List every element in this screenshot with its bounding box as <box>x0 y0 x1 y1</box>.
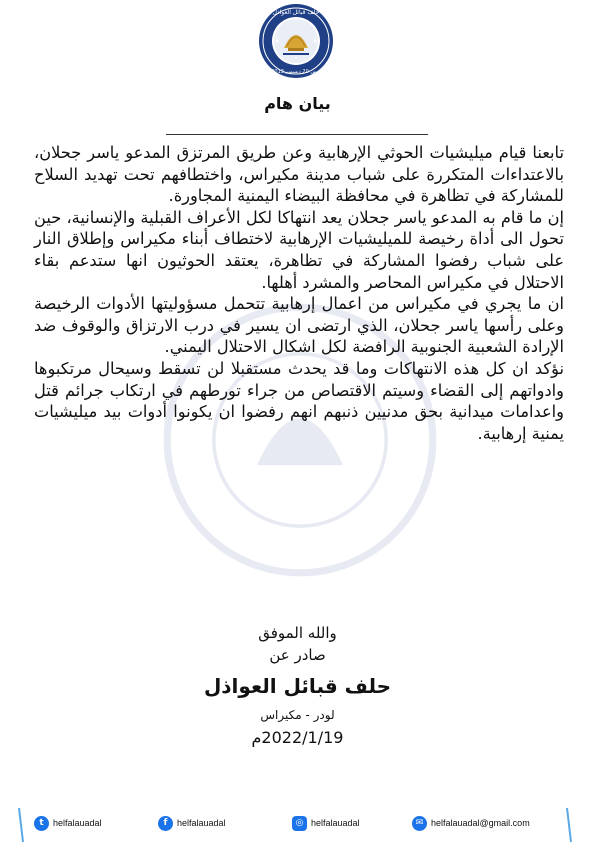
document-title: بيان هام <box>264 94 331 113</box>
statement-body <box>34 142 564 444</box>
instagram-handle-text: helfalauadal <box>311 818 360 828</box>
facebook-handle[interactable] <box>158 812 226 834</box>
email-icon: ✉ <box>412 816 427 831</box>
twitter-handle-text: helfalauadal <box>53 818 102 828</box>
footer <box>0 808 595 838</box>
logo-arc-text: حلف قبائل العواذل <box>272 9 320 16</box>
twitter-handle[interactable] <box>34 812 102 834</box>
right-slash-decoration <box>566 808 572 842</box>
paragraph: إن ما قام به المدعو ياسر جحلان يعد انتهاكا لكل الأعراف القبلية والإنسانية، حين تحول الى أداة رخيصة للميليشيات الإرهابية لاختطاف أبناء مكيراس وإطلاق النار على شباب رفضوا المشاركة في تظاهرة، يعتقد الحوثيون انها ستدعم بقاء الاحتلال في مكيراس المحاصر والمشرد أهلها. <box>34 207 564 292</box>
instagram-icon: ◎ <box>292 816 307 831</box>
closing-block <box>0 622 595 750</box>
paragraph: نؤكد ان كل هذه الانتهاكات وما قد يحدث مستقبلا لن تسقط وسيحال مرتكبوها وادواتهم إلى القضاء وسيتم الاقتصاص من جراء تورطهم في ارتكاب جرائم قتل واعدامات ميدانية بحق مدنيين ذنبهم انهم رفضوا ان يكونوا أدوات بيد ميليشيات يمنية إرهابية. <box>34 358 564 443</box>
logo-date-text: تأسس 20 ديسمبر 2013م <box>268 69 324 75</box>
issued-by-label: صادر عن <box>269 646 326 664</box>
paragraph: تابعنا قيام ميليشيات الحوثي الإرهابية وعن طريق المرتزق المدعو ياسر جحلان، بالاعتداءات المتكررة على شباب مدينة مكيراس، واختطافهم تحت تهديد السلاح للمشاركة في تظاهرة في محافظة البيضاء اليمنية المجاورة. <box>34 143 564 206</box>
email-address[interactable] <box>412 812 530 834</box>
issuer-name: حلف قبائل العواذل <box>203 674 392 698</box>
facebook-handle-text: helfalauadal <box>177 818 226 828</box>
closing-greeting: والله الموفق <box>258 624 337 642</box>
tribal-alliance-logo <box>257 2 335 80</box>
twitter-icon: t <box>34 816 49 831</box>
issue-date: 2022/1/19م <box>251 728 344 747</box>
title-divider <box>166 134 428 135</box>
left-slash-decoration <box>18 808 24 842</box>
instagram-handle[interactable] <box>292 812 360 834</box>
email-address-text: helfalauadal@gmail.com <box>431 818 530 828</box>
paragraph: ان ما يجري في مكيراس من اعمال إرهابية تتحمل مسؤوليتها الأدوات الرخيصة وعلى رأسها ياسر جحلان، الذي ارتضى ان يسير في درب الارتزاق والوقوف ضد الإرادة الشعبية الجنوبية الرافضة لكل اشكال الاحتلال اليمني. <box>34 294 564 357</box>
facebook-icon: f <box>158 816 173 831</box>
issue-location: لودر - مكيراس <box>260 708 335 722</box>
